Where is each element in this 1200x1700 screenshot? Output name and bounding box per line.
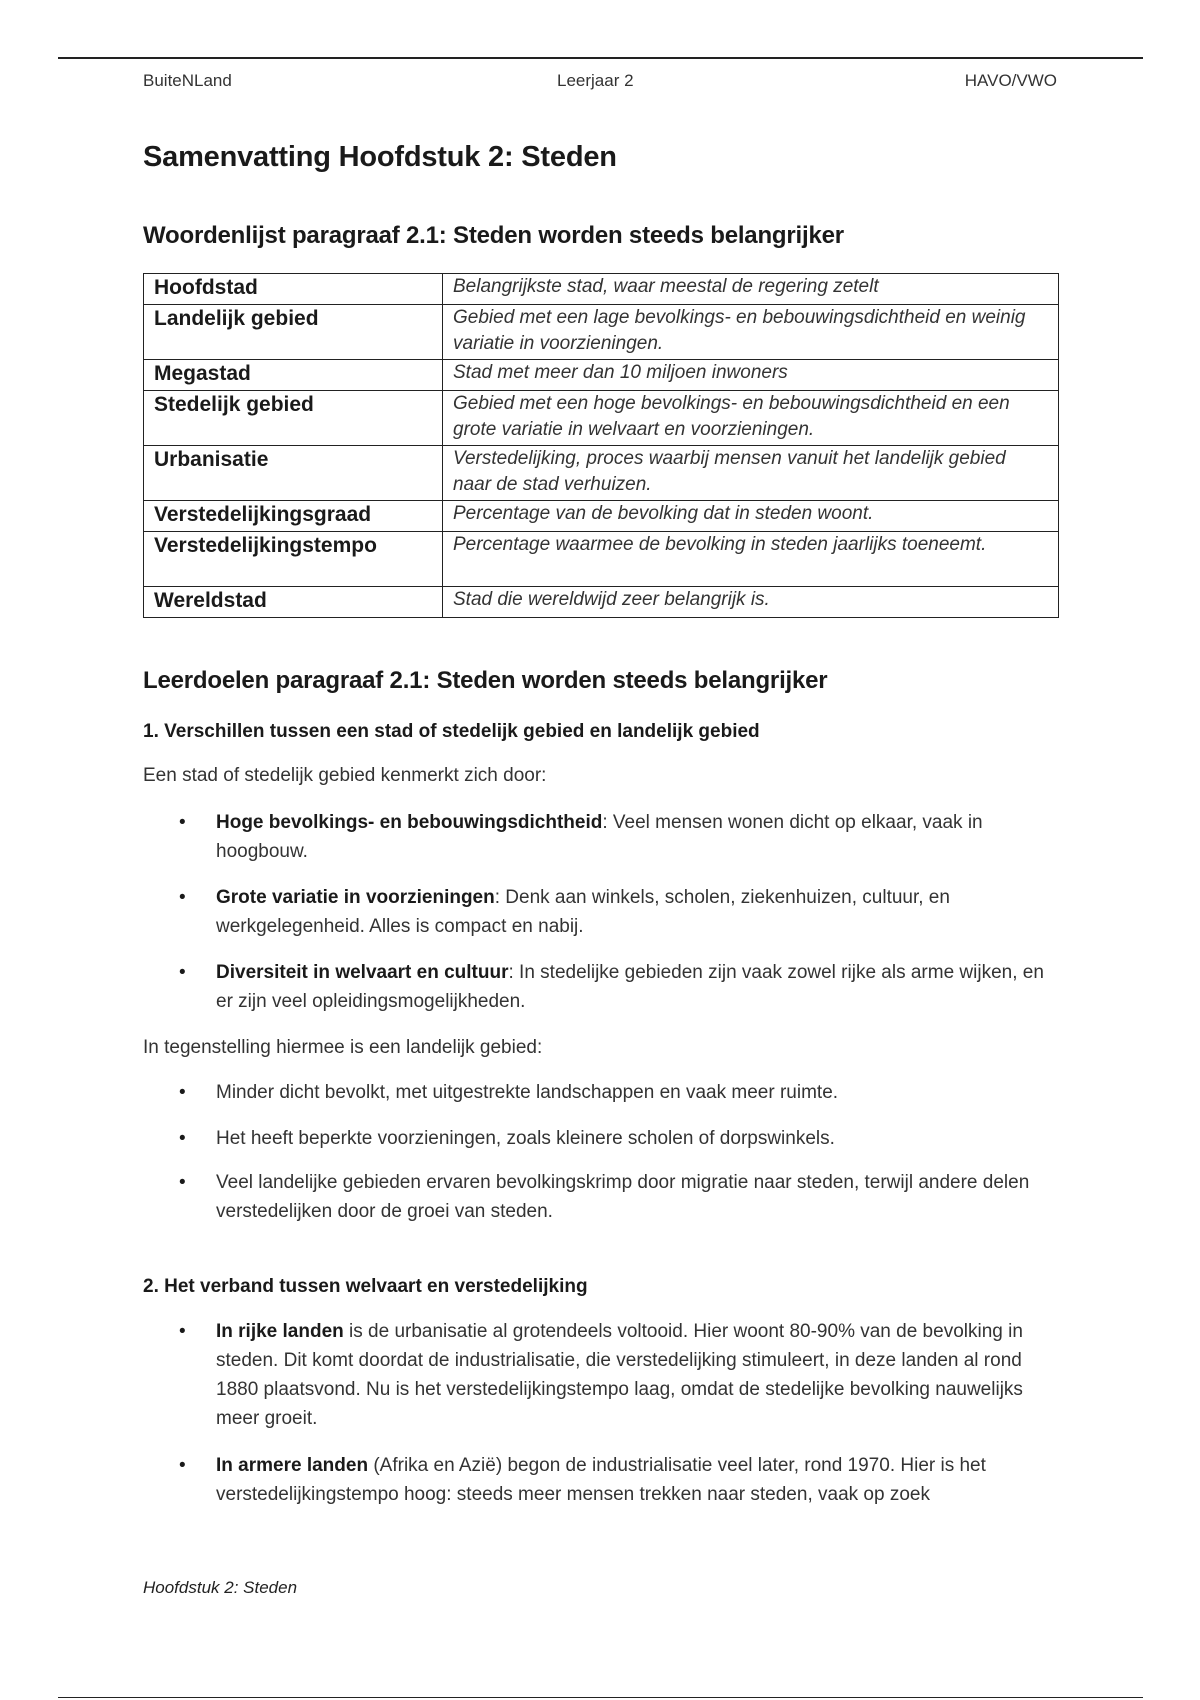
vocab-heading: Woordenlijst paragraaf 2.1: Steden worden steeds belangrijker <box>143 222 844 249</box>
rural-traits-list <box>143 1168 1059 1226</box>
list-item <box>143 958 1059 1016</box>
urban-traits-list <box>143 883 1059 941</box>
item-text: Minder dicht bevolkt, met uitgestrekte landschappen en vaak meer ruimte. <box>216 1082 839 1103</box>
vocab-definition: Gebied met een lage bevolkings- en bebouwingsdichtheid en weinig variatie in voorzieningen. <box>443 305 1059 360</box>
rural-traits-list <box>143 1124 1059 1153</box>
vocab-term: Verstedelijkingstempo <box>144 532 443 587</box>
vocab-definition: Gebied met een hoge bevolkings- en bebouwingsdichtheid en een grote variatie in welvaart en voorzieningen. <box>443 391 1059 446</box>
item-bold: Hoge bevolkings- en bebouwingsdichtheid <box>216 812 603 833</box>
table-row <box>144 305 1059 360</box>
vocab-definition: Percentage waarmee de bevolking in steden jaarlijks toeneemt. <box>443 532 1059 587</box>
vocab-term: Megastad <box>144 360 443 391</box>
list-item <box>143 808 1059 866</box>
table-row <box>144 446 1059 501</box>
section1-intro: Een stad of stedelijk gebied kenmerkt zich door: <box>143 765 547 786</box>
vocab-definition: Stad die wereldwijd zeer belangrijk is. <box>443 587 1059 618</box>
item-text: Veel landelijke gebieden ervaren bevolkingskrimp door migratie naar steden, terwijl andere delen verstedelijken door de groei van steden. <box>216 1172 1030 1222</box>
list-item <box>143 1124 1059 1153</box>
bullet-icon: • <box>179 1128 186 1149</box>
vocab-term: Wereldstad <box>144 587 443 618</box>
vocab-term: Landelijk gebied <box>144 305 443 360</box>
header-right: HAVO/VWO <box>964 71 1057 90</box>
page-title: Samenvatting Hoofdstuk 2: Steden <box>143 141 617 173</box>
bullet-icon: • <box>179 812 186 833</box>
table-row <box>144 391 1059 446</box>
contrast-intro: In tegenstelling hiermee is een landelijk gebied: <box>143 1037 543 1058</box>
vocab-definition: Verstedelijking, proces waarbij mensen vanuit het landelijk gebied naar de stad verhuizen. <box>443 446 1059 501</box>
item-text: Het heeft beperkte voorzieningen, zoals kleinere scholen of dorpswinkels. <box>216 1128 835 1149</box>
bullet-icon: • <box>179 1455 186 1476</box>
bullet-icon: • <box>179 962 186 983</box>
list-item <box>143 1078 1059 1107</box>
rural-traits-list <box>143 1078 1059 1107</box>
table-row <box>144 501 1059 532</box>
running-header <box>143 71 1059 93</box>
item-text: : In stedelijke gebieden zijn vaak zowel rijke als arme wijken, en er zijn veel opleidingsmogelijkheden. <box>216 962 1044 1012</box>
goals-heading: Leerdoelen paragraaf 2.1: Steden worden steeds belangrijker <box>143 667 828 694</box>
bullet-icon: • <box>179 1172 186 1193</box>
wealth-list <box>143 1451 1059 1509</box>
item-text: : Veel mensen wonen dicht op elkaar, vaak in hoogbouw. <box>216 812 983 862</box>
section1-title: 1. Verschillen tussen een stad of stedelijk gebied en landelijk gebied <box>143 721 760 742</box>
vocab-term: Urbanisatie <box>144 446 443 501</box>
section2-title: 2. Het verband tussen welvaart en verstedelijking <box>143 1276 588 1297</box>
item-bold: In rijke landen <box>216 1321 344 1342</box>
list-item <box>143 1317 1059 1433</box>
item-bold: Grote variatie in voorzieningen <box>216 887 495 908</box>
item-text: : Denk aan winkels, scholen, ziekenhuizen, cultuur, en werkgelegenheid. Alles is compact en nabij. <box>216 887 950 937</box>
table-row <box>144 532 1059 587</box>
header-left: BuiteNLand <box>143 71 232 90</box>
item-bold: Diversiteit in welvaart en cultuur <box>216 962 509 983</box>
list-item <box>143 883 1059 941</box>
running-footer: Hoofdstuk 2: Steden <box>143 1578 298 1597</box>
bullet-icon: • <box>179 1082 186 1103</box>
item-text: is de urbanisatie al grotendeels voltooid. Hier woont 80-90% van de bevolking in steden. Dit komt doordat de industrialisatie, die verstedelijking stimuleert, in deze landen al rond 1880 plaatsvond. Nu is het verstedelijkingstempo laag, omdat de stedelijke bevolking nauwelijks meer groeit. <box>216 1321 1023 1429</box>
urban-traits-list <box>143 958 1059 1016</box>
urban-traits-list <box>143 808 1059 866</box>
table-row <box>144 274 1059 305</box>
vocab-term: Hoofdstad <box>144 274 443 305</box>
vocab-term: Verstedelijkingsgraad <box>144 501 443 532</box>
list-item <box>143 1168 1059 1226</box>
wealth-list <box>143 1317 1059 1433</box>
table-row <box>144 587 1059 618</box>
list-item <box>143 1451 1059 1509</box>
vocab-definition: Stad met meer dan 10 miljoen inwoners <box>443 360 1059 391</box>
bullet-icon: • <box>179 1321 186 1342</box>
header-rule <box>58 57 1143 59</box>
bullet-icon: • <box>179 887 186 908</box>
vocab-definition: Percentage van de bevolking dat in steden woont. <box>443 501 1059 532</box>
item-bold: In armere landen <box>216 1455 369 1476</box>
footer-rule <box>58 1697 1143 1698</box>
header-center: Leerjaar 2 <box>557 71 634 90</box>
vocab-table <box>143 273 1059 618</box>
table-row <box>144 360 1059 391</box>
vocab-term: Stedelijk gebied <box>144 391 443 446</box>
vocab-definition: Belangrijkste stad, waar meestal de regering zetelt <box>443 274 1059 305</box>
item-text: (Afrika en Azië) begon de industrialisatie veel later, rond 1970. Hier is het verstedelijkingstempo hoog: steeds meer mensen trekken naar steden, vaak op zoek <box>216 1455 986 1505</box>
